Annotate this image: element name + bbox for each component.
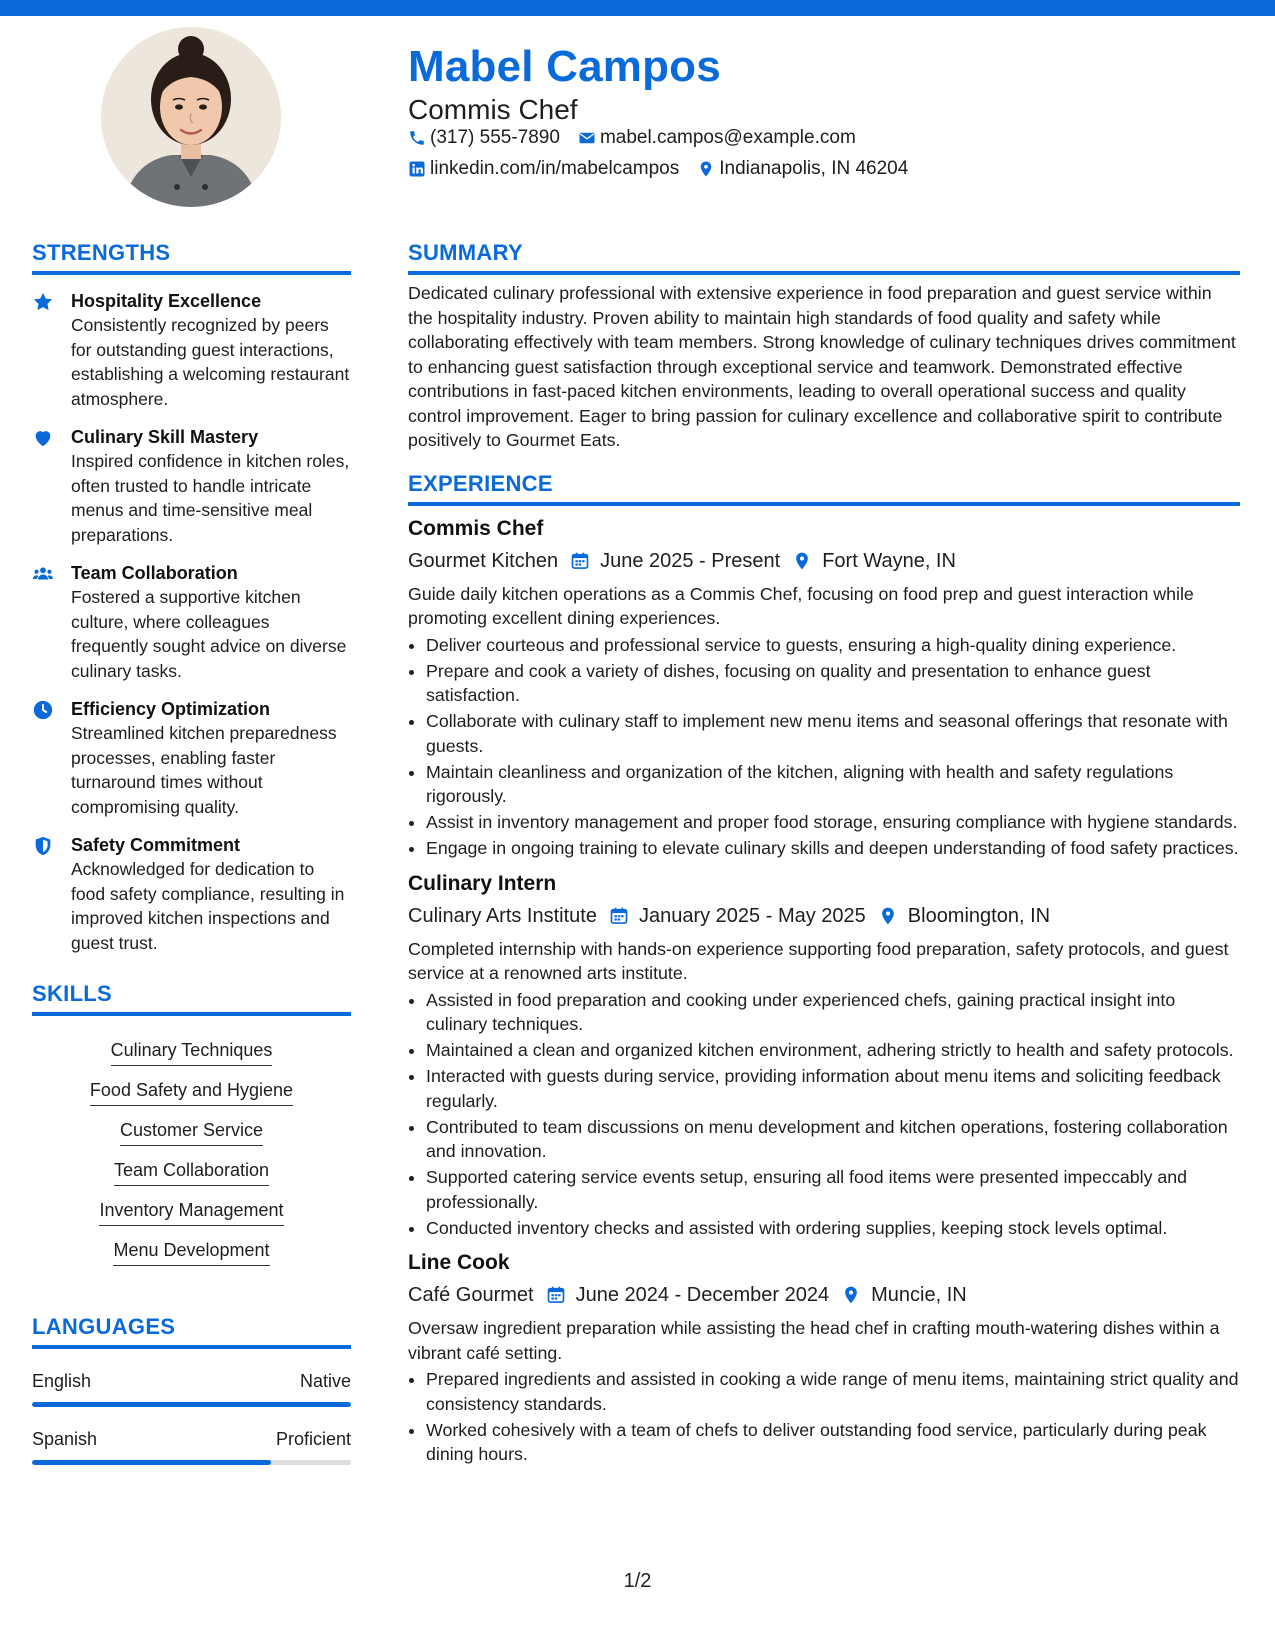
- job-dates: June 2024 - December 2024: [575, 1284, 830, 1306]
- job-bullet: • Assist in inventory management and proper food storage, ensuring compliance with hygiene standards.: [426, 810, 1240, 835]
- job-dates: January 2025 - May 2025: [638, 904, 866, 927]
- skill-item: Menu Development: [113, 1240, 269, 1266]
- job-bullet: • Contributed to team discussions on menu development and kitchen operations, fostering collaboration and innovation.: [426, 1115, 1240, 1164]
- job-bullet: • Engage in ongoing training to elevate culinary skills and deepen understanding of food safety practices.: [426, 836, 1240, 861]
- job-bullet: • Conducted inventory checks and assisted with ordering supplies, keeping stock levels optimal.: [426, 1216, 1240, 1241]
- skill-item: Inventory Management: [99, 1200, 283, 1226]
- language-name: Spanish: [32, 1429, 98, 1449]
- language-progress-fill: [32, 1402, 351, 1407]
- location-item: [697, 158, 908, 180]
- strength-title: Hospitality Excellence: [71, 291, 262, 311]
- linkedin-icon: [408, 160, 426, 178]
- map-pin-icon: [841, 1285, 861, 1305]
- experience-title: EXPERIENCE: [408, 471, 1240, 506]
- strength-title: Culinary Skill Mastery: [71, 427, 259, 447]
- job-meta: [408, 1280, 1240, 1310]
- job-bullet: • Interacted with guests during service, providing information about menu items and soliciting feedback regularly.: [426, 1064, 1240, 1113]
- job-title: Culinary Intern: [408, 871, 557, 895]
- skill-item: Team Collaboration: [114, 1160, 269, 1186]
- strength-desc: Inspired confidence in kitchen roles, often trusted to handle intricate menus and time-sensitive meal preparations.: [71, 451, 350, 545]
- skills-title: SKILLS: [32, 981, 351, 1016]
- star-icon: [32, 291, 54, 313]
- calendar-icon: [609, 906, 629, 926]
- job-meta: [408, 546, 1240, 576]
- language-level: Native: [299, 1371, 351, 1391]
- left-column: [32, 240, 351, 1465]
- location-text: Indianapolis, IN 46204: [719, 158, 909, 179]
- strength-desc: Consistently recognized by peers for outstanding guest interactions, establishing a welcoming restaurant atmosphere.: [71, 315, 350, 409]
- candidate-role: Commis Chef: [408, 94, 578, 125]
- shield-icon: [32, 835, 54, 857]
- strength-desc: Fostered a supportive kitchen culture, where colleagues frequently sought advice on diverse culinary tasks.: [71, 587, 347, 681]
- skills-list: [32, 1026, 351, 1266]
- summary-text: Dedicated culinary professional with extensive experience in food preparation and guest service within the hospitality industry. Proven ability to maintain high standards of food quality and safety while collaborating effectively with team members. Strong knowledge of culinary techniques drives commitment to enhancing guest satisfaction through exceptional service and teamwork. Demonstrated effective contributions in fast-paced kitchen environments, leading to overall operational success and quality control improvement. Eager to bring passion for culinary excellence and collaborative spirit to contribute positively to Gourmet Eats.: [408, 283, 1236, 450]
- strength-item: [32, 697, 351, 819]
- linkedin-item: [408, 158, 679, 180]
- strength-item: [32, 833, 351, 955]
- job-location: Muncie, IN: [871, 1284, 967, 1306]
- strength-title: Team Collaboration: [71, 563, 238, 583]
- candidate-name: Mabel Campos: [408, 42, 721, 91]
- job-title: Line Cook: [408, 1251, 510, 1274]
- language-progress-bar: [32, 1402, 351, 1407]
- job-location: Bloomington, IN: [907, 904, 1051, 927]
- job-description: Guide daily kitchen operations as a Commis Chef, focusing on food prep and guest interaction while promoting excellent dining experiences.: [408, 583, 1194, 628]
- right-column: [408, 240, 1240, 1468]
- languages-title: LANGUAGES: [32, 1314, 351, 1349]
- phone-item: [408, 127, 560, 149]
- language-item: [32, 1371, 351, 1407]
- job-bullet: • Maintained a clean and organized kitchen environment, adhering strictly to health and safety protocols.: [426, 1038, 1240, 1063]
- page-number: 1/2: [623, 1570, 652, 1592]
- heart-icon: [32, 427, 54, 449]
- phone-icon: [408, 129, 426, 147]
- top-accent-bar: [0, 0, 1275, 16]
- strength-item: [32, 289, 351, 411]
- job-bullets: [408, 633, 1240, 861]
- job-bullet: • Deliver courteous and professional service to guests, ensuring a high-quality dining experience.: [426, 633, 1240, 658]
- job-company: Culinary Arts Institute: [408, 904, 597, 927]
- job-bullets: [408, 988, 1240, 1241]
- envelope-icon: [578, 129, 596, 147]
- job-bullet: • Worked cohesively with a team of chefs to deliver outstanding food service, particularly during peak dining hours.: [426, 1418, 1240, 1467]
- map-pin-icon: [792, 551, 812, 571]
- contact-row-1: [408, 127, 874, 149]
- job-location: Fort Wayne, IN: [822, 549, 956, 572]
- job-entry: [408, 869, 1240, 1241]
- calendar-icon: [546, 1285, 566, 1305]
- email-item: [578, 127, 856, 149]
- strength-title: Efficiency Optimization: [71, 699, 271, 719]
- clock-icon: [32, 699, 54, 721]
- avatar-illustration: [101, 27, 281, 207]
- job-bullet: • Maintain cleanliness and organization of the kitchen, aligning with health and safety regulations rigorously.: [426, 760, 1240, 809]
- linkedin-text[interactable]: linkedin.com/in/mabelcampos: [430, 158, 680, 179]
- job-bullet: • Supported catering service events setup, ensuring all food items were presented impeccably and professionally.: [426, 1165, 1240, 1214]
- strengths-title: STRENGTHS: [32, 240, 351, 275]
- job-description: Completed internship with hands-on experience supporting food preparation, safety protocols, and guest service at a renowned arts institute.: [408, 938, 1229, 983]
- job-company: Café Gourmet: [408, 1284, 534, 1306]
- map-pin-icon: [878, 906, 898, 926]
- job-company: Gourmet Kitchen: [408, 549, 559, 572]
- language-name: English: [32, 1371, 92, 1391]
- summary-title: SUMMARY: [408, 240, 1240, 275]
- strength-item: [32, 561, 351, 683]
- job-bullet: • Prepare and cook a variety of dishes, focusing on quality and presentation to enhance guest satisfaction.: [426, 659, 1240, 708]
- phone-text[interactable]: (317) 555-7890: [430, 127, 560, 148]
- job-dates: June 2025 - Present: [600, 549, 781, 572]
- map-pin-icon: [697, 160, 715, 178]
- language-progress-fill: [32, 1460, 271, 1465]
- strength-desc: Acknowledged for dedication to food safety compliance, resulting in improved kitchen inspections and guest trust.: [71, 859, 345, 953]
- skill-item: Customer Service: [120, 1120, 263, 1146]
- contact-row-2: [408, 158, 926, 180]
- job-bullet: • Collaborate with culinary staff to implement new menu items and seasonal offerings that resonate with guests.: [426, 709, 1240, 758]
- strength-title: Safety Commitment: [71, 835, 241, 855]
- job-meta: [408, 901, 1240, 931]
- skill-item: Food Safety and Hygiene: [90, 1080, 293, 1106]
- job-description: Oversaw ingredient preparation while assisting the head chef in crafting mouth-watering dishes within a vibrant café setting.: [408, 1318, 1220, 1363]
- job-entry: [408, 514, 1240, 861]
- email-text[interactable]: mabel.campos@example.com: [599, 127, 856, 148]
- profile-photo: [101, 27, 281, 207]
- calendar-icon: [570, 551, 590, 571]
- job-entry: [408, 1248, 1240, 1467]
- users-icon: [32, 563, 54, 585]
- job-title: Commis Chef: [408, 516, 544, 540]
- strength-desc: Streamlined kitchen preparedness processes, enabling faster turnaround times without compromising quality.: [71, 723, 337, 817]
- job-bullet: • Assisted in food preparation and cooking under experienced chefs, gaining practical insight into culinary techniques.: [426, 988, 1240, 1037]
- job-bullet: • Prepared ingredients and assisted in cooking a wide range of menu items, maintaining strict quality and consistency standards.: [426, 1367, 1240, 1416]
- language-item: [32, 1429, 351, 1465]
- skill-item: Culinary Techniques: [111, 1040, 273, 1066]
- language-level: Proficient: [275, 1429, 351, 1449]
- strength-item: [32, 425, 351, 547]
- language-progress-bar: [32, 1460, 351, 1465]
- job-bullets: [408, 1367, 1240, 1467]
